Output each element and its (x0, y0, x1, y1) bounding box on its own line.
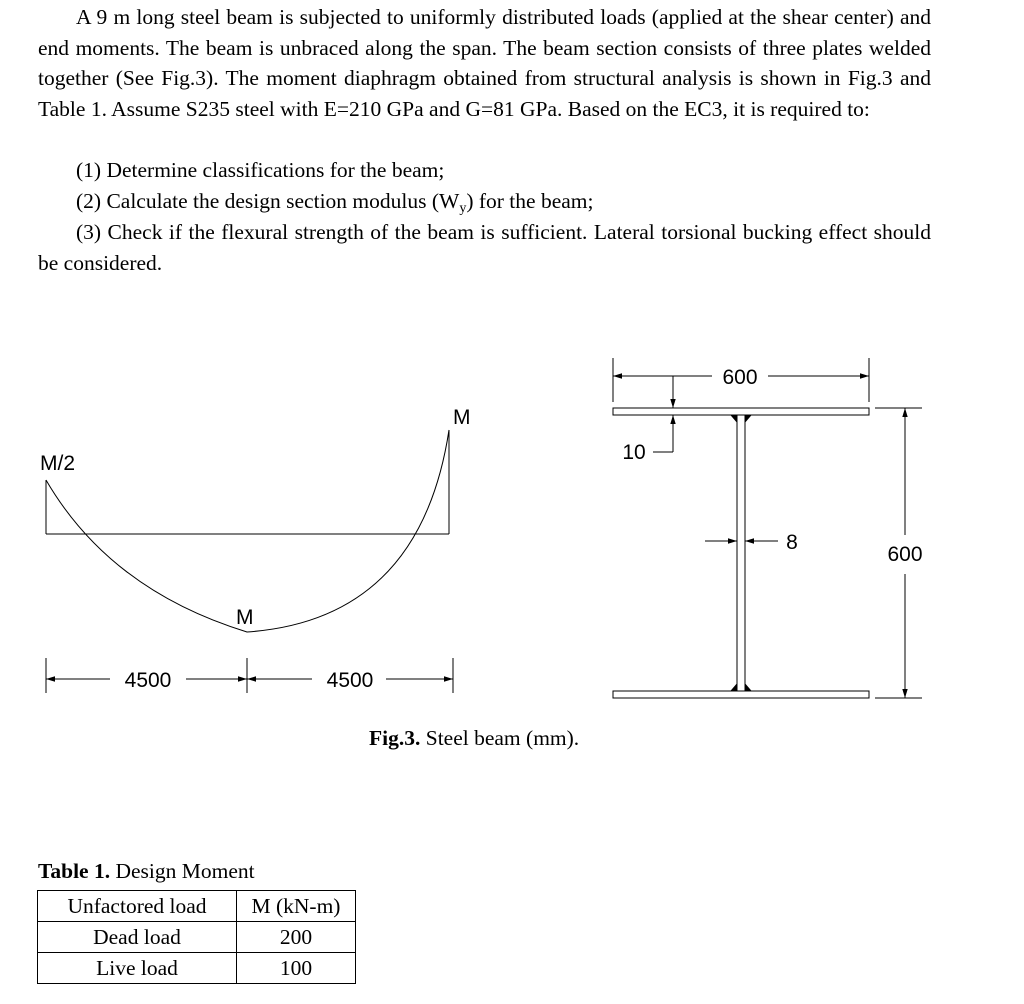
depth-label: 600 (887, 543, 923, 566)
table-header-cell: M (kN-m) (237, 891, 356, 922)
table-header-cell: Unfactored load (38, 891, 237, 922)
midspan-moment-label: M (236, 606, 254, 629)
span-right-label: 4500 (326, 669, 374, 692)
problem-intro: A 9 m long steel beam is subjected to uniformly distributed loads (applied at the shear center) and end moments. The beam is unbraced along the span. The beam section consists of three plates welded together (See Fig.3). The moment diaphragm obtained from structural analysis is shown in Fig.3 and Table 1. Assume S235 steel with E=210 GPa and G=81 GPa. Based on the EC3, it is required to: (38, 5, 931, 121)
table-header-row (38, 891, 356, 922)
task-item-2-text: (2) Calculate the design section modulus (W (76, 189, 460, 213)
table-cell: 200 (237, 922, 356, 953)
left-moment-label: M/2 (40, 452, 76, 475)
figure-caption-text: Steel beam (mm). (420, 726, 580, 750)
span-left-label: 4500 (124, 669, 172, 692)
moment-diagram (46, 430, 449, 632)
task-item-3 (38, 217, 931, 278)
task-item-3-text: (3) Check if the flexural strength of the beam is sufficient. Lateral torsional bucking effect should be considered. (38, 220, 931, 275)
task-item-1-text: (1) Determine classifications for the beam; (76, 158, 445, 182)
table-cell: Live load (38, 953, 237, 984)
web (737, 415, 745, 691)
subscript-y: y (459, 201, 467, 216)
task-item-2 (38, 186, 931, 217)
flange-width-label: 600 (722, 366, 758, 389)
task-item-2-text-end: ) for the beam; (466, 189, 594, 213)
task-item-1 (38, 155, 931, 186)
flange-thickness-label: 10 (622, 441, 646, 464)
span-dimension (46, 658, 453, 693)
right-moment-label: M (453, 406, 471, 429)
bottom-flange (613, 691, 869, 698)
table-caption-label: Table 1. (38, 859, 111, 883)
table-cell: Dead load (38, 922, 237, 953)
table-row (38, 922, 356, 953)
table-caption (38, 859, 255, 884)
top-flange (613, 408, 869, 415)
web-thickness-label: 8 (786, 531, 798, 554)
figure-caption (369, 726, 579, 751)
figure-caption-label: Fig.3. (369, 726, 421, 750)
problem-statement (38, 2, 931, 124)
table-row (38, 953, 356, 984)
i-section (613, 408, 869, 698)
moment-curve (46, 430, 449, 632)
table-cell: 100 (237, 953, 356, 984)
design-moment-table (37, 890, 356, 984)
table-caption-text: Design Moment (110, 859, 255, 883)
figure-3 (0, 340, 1024, 770)
